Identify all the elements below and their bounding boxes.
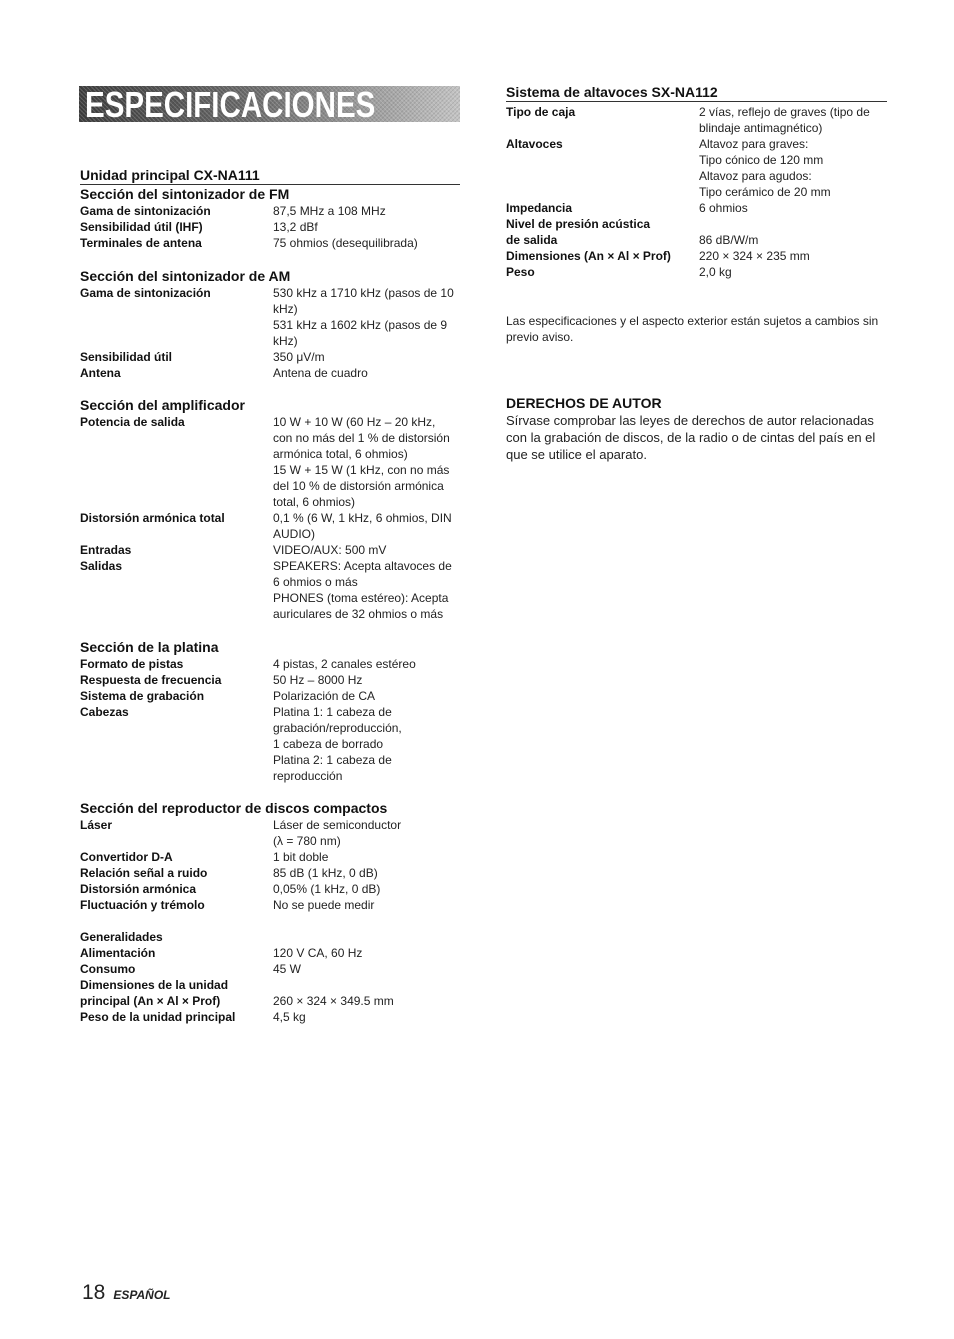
- spec-value: 87,5 MHz a 108 MHz: [273, 204, 386, 218]
- spec-row: [80, 977, 465, 1009]
- spec-value: 13,2 dBf: [273, 220, 318, 234]
- spec-row: [506, 104, 891, 136]
- copyright-title: DERECHOS DE AUTOR: [506, 395, 662, 411]
- spec-label: Nivel de presión acústica de salida: [506, 217, 651, 247]
- spec-row: [80, 961, 465, 977]
- spec-value: Láser de semiconductor (λ = 780 nm): [273, 818, 402, 848]
- general-spec-list: [80, 929, 465, 1025]
- cd-spec-list: [80, 817, 465, 913]
- copyright-text: Sírvase comprobar las leyes de derechos de autor relacionadas con la grabación de discos, de la radio o de cintas del país en el que se utilice el aparato.: [506, 413, 876, 462]
- page-number: 18: [82, 1281, 106, 1304]
- spec-row: [80, 688, 465, 704]
- unit-title-rule: [80, 184, 460, 185]
- section-title-fm: Sección del sintonizador de FM: [80, 186, 290, 202]
- spec-label: Terminales de antena: [80, 236, 202, 250]
- spec-value: 2,0 kg: [699, 265, 732, 279]
- spec-row: [80, 365, 465, 381]
- spec-label: Gama de sintonización: [80, 204, 211, 218]
- spec-label: Peso: [506, 265, 535, 279]
- amplifier-spec-list: [80, 414, 465, 622]
- page-title: ESPECIFICACIONES: [85, 84, 376, 125]
- footer-language: ESPAÑOL: [113, 1288, 171, 1302]
- spec-value: 350 μV/m: [273, 350, 325, 364]
- spec-value: Platina 1: 1 cabeza de grabación/reproducción, 1 cabeza de borrado Platina 2: 1 cabeza de reproducción: [273, 705, 402, 783]
- spec-value: 85 dB (1 kHz, 0 dB): [273, 866, 378, 880]
- spec-row: [80, 817, 465, 849]
- general-title: Generalidades: [80, 930, 163, 944]
- spec-label: Distorsión armónica: [80, 882, 197, 896]
- spec-row: [80, 881, 465, 897]
- spec-value: 260 × 324 × 349.5 mm: [273, 994, 394, 1008]
- spec-row: [80, 285, 465, 349]
- spec-row: [80, 897, 465, 913]
- spec-label: Alimentación: [80, 946, 156, 960]
- spec-row: [80, 672, 465, 688]
- spec-label: Convertidor D-A: [80, 850, 173, 864]
- spec-value: 10 W + 10 W (60 Hz – 20 kHz, con no más del 1 % de distorsión armónica total, 6 ohmios) 15 W + 15 W (1 kHz, con no más del 10 % de distorsión armónica total, 6 ohmios): [273, 415, 450, 509]
- speakers-title: Sistema de altavoces SX-NA112: [506, 84, 718, 100]
- spec-row: [80, 849, 465, 865]
- spec-label: Antena: [80, 366, 121, 380]
- spec-value: No se puede medir: [273, 898, 375, 912]
- spec-label: Sistema de grabación: [80, 689, 205, 703]
- spec-row: [506, 136, 891, 200]
- spec-label: Distorsión armónica total: [80, 511, 225, 525]
- spec-value: 4 pistas, 2 canales estéreo: [273, 657, 416, 671]
- spec-row: [80, 945, 465, 961]
- spec-row: [80, 558, 465, 622]
- spec-value: 4,5 kg: [273, 1010, 306, 1024]
- spec-label: Láser: [80, 818, 113, 832]
- spec-label: Peso de la unidad principal: [80, 1010, 236, 1024]
- spec-label: Sensibilidad útil: [80, 350, 173, 364]
- spec-value: SPEAKERS: Acepta altavoces de 6 ohmios o más PHONES (toma estéreo): Acepta auriculares de 32 ohmios o más: [273, 559, 452, 621]
- spec-label: Cabezas: [80, 705, 129, 719]
- spec-value: 45 W: [273, 962, 302, 976]
- spec-value: Polarización de CA: [273, 689, 376, 703]
- spec-label: Salidas: [80, 559, 123, 573]
- spec-label: Tipo de caja: [506, 105, 576, 119]
- spec-value: Antena de cuadro: [273, 366, 368, 380]
- section-title-deck: Sección de la platina: [80, 639, 219, 655]
- section-title-cd: Sección del reproductor de discos compactos: [80, 800, 388, 816]
- spec-label: Relación señal a ruido: [80, 866, 208, 880]
- spec-value: 6 ohmios: [699, 201, 748, 215]
- spec-value: 0,1 % (6 W, 1 kHz, 6 ohmios, DIN AUDIO): [273, 511, 452, 541]
- spec-row: [506, 264, 891, 280]
- spec-value: 86 dB/W/m: [699, 233, 759, 247]
- spec-row: [80, 349, 465, 365]
- spec-label: Dimensiones de la unidad principal (An × Al × Prof): [80, 978, 229, 1008]
- spec-value: 220 × 324 × 235 mm: [699, 249, 810, 263]
- spec-label: Sensibilidad útil (IHF): [80, 220, 203, 234]
- spec-row: [80, 203, 465, 219]
- spec-label: Consumo: [80, 962, 136, 976]
- spec-label: Altavoces: [506, 137, 563, 151]
- page-title-banner: [79, 84, 460, 125]
- section-title-am: Sección del sintonizador de AM: [80, 268, 291, 284]
- spec-label: Dimensiones (An × Al × Prof): [506, 249, 671, 263]
- spec-value: Altavoz para graves: Tipo cónico de 120 mm Altavoz para agudos: Tipo cerámico de 20 mm: [699, 137, 831, 199]
- speakers-title-rule: [506, 101, 887, 102]
- spec-label: Fluctuación y trémolo: [80, 898, 205, 912]
- page-footer: [82, 1282, 170, 1304]
- spec-value: 120 V CA, 60 Hz: [273, 946, 363, 960]
- fm-spec-list: [80, 203, 465, 251]
- spec-row: [506, 248, 891, 264]
- spec-label: Respuesta de frecuencia: [80, 673, 222, 687]
- spec-row: [506, 200, 891, 216]
- am-spec-list: [80, 285, 465, 381]
- spec-row: [80, 414, 465, 510]
- spec-value: 1 bit doble: [273, 850, 329, 864]
- spec-row: [80, 656, 465, 672]
- spec-value: 75 ohmios (desequilibrada): [273, 236, 418, 250]
- spec-value: 50 Hz – 8000 Hz: [273, 673, 363, 687]
- spec-label: Impedancia: [506, 201, 573, 215]
- deck-spec-list: [80, 656, 465, 784]
- spec-row: [80, 1009, 465, 1025]
- spec-row: [80, 219, 465, 235]
- spec-row: [80, 510, 465, 542]
- speakers-spec-list: [506, 104, 891, 280]
- section-title-amplifier: Sección del amplificador: [80, 397, 245, 413]
- spec-value: 0,05% (1 kHz, 0 dB): [273, 882, 381, 896]
- spec-row: [80, 865, 465, 881]
- unit-title: Unidad principal CX-NA111: [80, 167, 260, 183]
- spec-label: Entradas: [80, 543, 132, 557]
- spec-row: [80, 704, 465, 784]
- spec-value: VIDEO/AUX: 500 mV: [273, 543, 387, 557]
- spec-row: [80, 235, 465, 251]
- spec-value: 530 kHz a 1710 kHz (pasos de 10 kHz) 531 kHz a 1602 kHz (pasos de 9 kHz): [273, 286, 454, 348]
- spec-row: [506, 216, 891, 248]
- spec-value: 2 vías, reflejo de graves (tipo de blindaje antimagnético): [699, 105, 870, 135]
- specs-change-note: Las especificaciones y el aspecto exterior están sujetos a cambios sin previo aviso.: [506, 314, 879, 344]
- spec-label: Gama de sintonización: [80, 286, 211, 300]
- spec-row: [80, 542, 465, 558]
- spec-label: Potencia de salida: [80, 415, 185, 429]
- spec-label: Formato de pistas: [80, 657, 184, 671]
